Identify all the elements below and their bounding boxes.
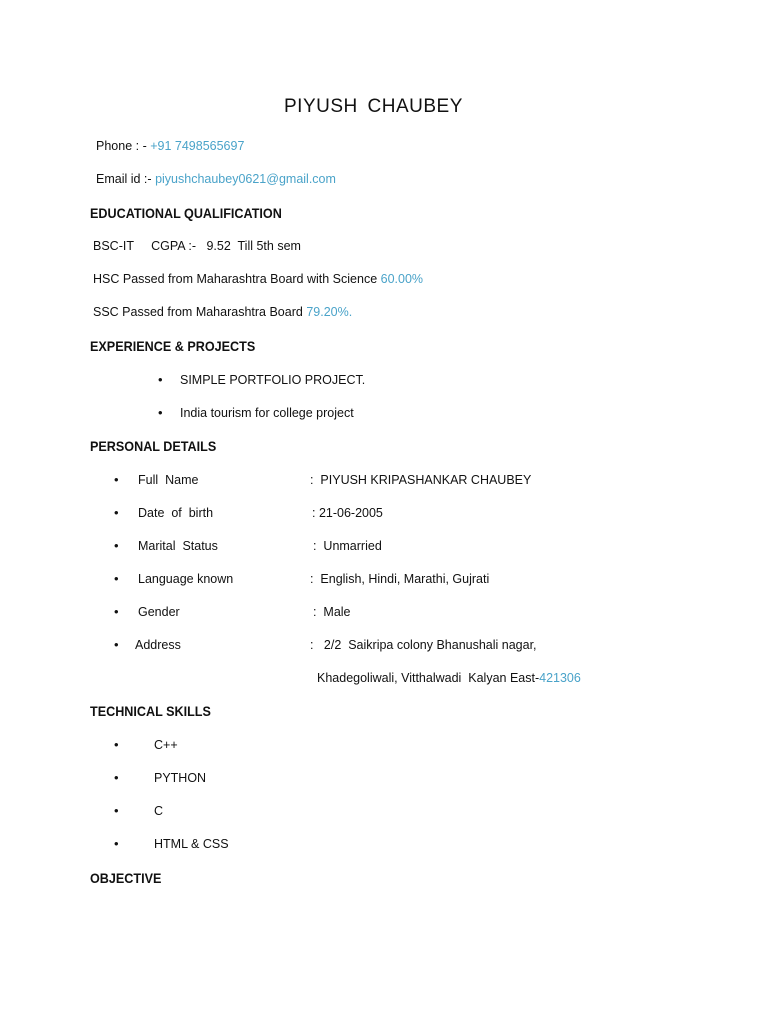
bullet-icon: • <box>114 737 119 752</box>
skills-heading: TECHNICAL SKILLS <box>90 703 211 719</box>
experience-heading: EXPERIENCE & PROJECTS <box>90 338 256 354</box>
detail-label-language: Language known <box>138 572 234 586</box>
bullet-icon: • <box>114 836 119 851</box>
bullet-icon: • <box>114 571 119 586</box>
bullet-icon: • <box>114 803 119 818</box>
objective-heading: OBJECTIVE <box>90 870 162 886</box>
phone-value[interactable]: +91 7498565697 <box>150 139 245 153</box>
ssc-value: 79.20%. <box>306 305 353 319</box>
email-label: Email id :- <box>96 172 152 186</box>
personal-heading: PERSONAL DETAILS <box>90 438 217 454</box>
skill-item: C++ <box>154 738 178 752</box>
skill-item: PYTHON <box>154 771 207 785</box>
address-line-2-text: Khadegoliwali, Vitthalwadi Kalyan East- <box>317 671 540 685</box>
hsc-text: HSC Passed from Maharashtra Board with Science <box>93 272 378 286</box>
hsc-line <box>93 272 423 286</box>
detail-label-full-name: Full Name <box>138 473 199 487</box>
address-pin: 421306 <box>539 671 581 685</box>
detail-label-address: Address <box>135 638 181 652</box>
address-line-2 <box>317 671 581 685</box>
phone-label: Phone : - <box>96 139 147 153</box>
detail-label-marital: Marital Status <box>138 539 218 553</box>
education-heading: EDUCATIONAL QUALIFICATION <box>90 205 282 221</box>
detail-value-dob: : 21-06-2005 <box>312 506 383 520</box>
email-value[interactable]: piyushchaubey0621@gmail.com <box>155 172 336 186</box>
bullet-icon: • <box>158 405 163 420</box>
bsc-line: BSC-IT CGPA :- 9.52 Till 5th sem <box>93 239 301 253</box>
resume-name: PIYUSH CHAUBEY <box>284 96 463 117</box>
skill-item: C <box>154 804 164 818</box>
detail-label-gender: Gender <box>138 605 180 619</box>
detail-value-gender: : Male <box>313 605 351 619</box>
detail-label-dob: Date of birth <box>138 506 214 520</box>
bullet-icon: • <box>114 604 119 619</box>
detail-value-marital: : Unmarried <box>313 539 382 553</box>
ssc-text: SSC Passed from Maharashtra Board <box>93 305 303 319</box>
phone-line <box>96 139 244 153</box>
hsc-value: 60.00% <box>380 272 424 286</box>
experience-item: India tourism for college project <box>180 406 354 420</box>
bullet-icon: • <box>114 505 119 520</box>
email-line <box>96 172 336 186</box>
bullet-icon: • <box>158 372 163 387</box>
detail-value-address: : 2/2 Saikripa colony Bhanushali nagar, <box>310 638 537 652</box>
bullet-icon: • <box>114 538 119 553</box>
detail-value-language: : English, Hindi, Marathi, Gujrati <box>310 572 490 586</box>
skill-item: HTML & CSS <box>154 837 229 851</box>
ssc-line <box>93 305 352 319</box>
bullet-icon: • <box>114 472 119 487</box>
experience-item: SIMPLE PORTFOLIO PROJECT. <box>180 373 366 387</box>
detail-value-full-name: : PIYUSH KRIPASHANKAR CHAUBEY <box>310 473 532 487</box>
bullet-icon: • <box>114 770 119 785</box>
bullet-icon: • <box>114 637 119 652</box>
